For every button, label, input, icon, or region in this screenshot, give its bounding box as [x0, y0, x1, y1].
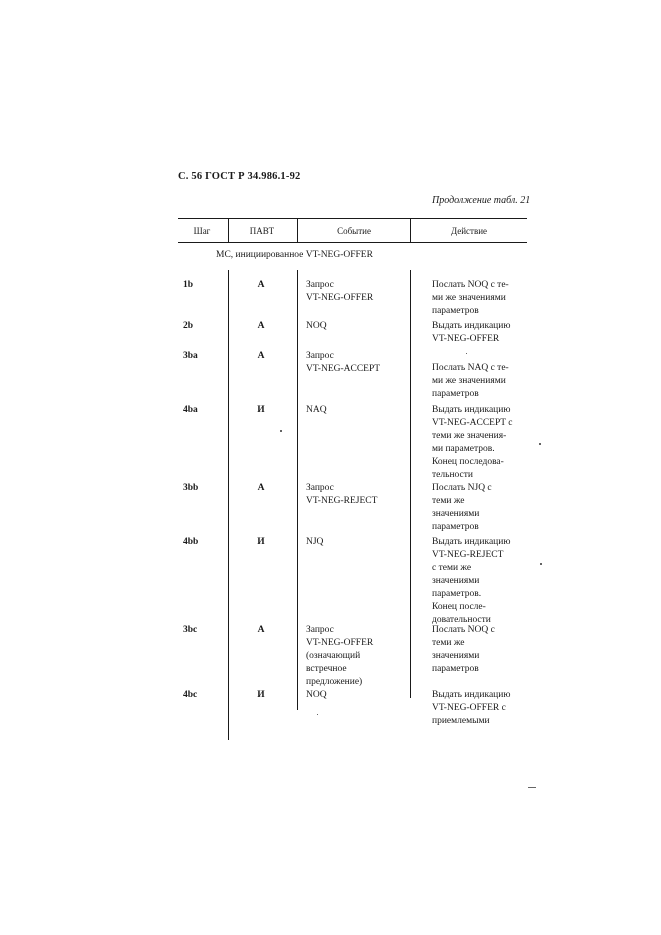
- row-action: Выдать индикацию VT-NEG-OFFER: [432, 321, 511, 344]
- row-step: 3bc: [183, 625, 198, 635]
- table-continuation-label: Продолжение табл. 21: [432, 195, 531, 206]
- row-pavt: А: [257, 321, 265, 331]
- scan-dash: [528, 787, 536, 788]
- row-step: 1b: [183, 280, 194, 290]
- scan-speck: [539, 443, 541, 445]
- scan-speck: [317, 714, 318, 715]
- table-header-bottom-border: [178, 242, 527, 243]
- row-pavt: А: [257, 351, 265, 361]
- row-action: Послать NOQ с те- ми же значениями параметров: [432, 280, 509, 316]
- column-divider-3: [297, 218, 298, 243]
- column-header-step: Шаг: [193, 226, 211, 236]
- column-header-event: Событие: [337, 226, 371, 236]
- column-divider-5: [410, 218, 411, 243]
- row-pavt: И: [257, 690, 265, 700]
- row-action: Выдать индикацию VT-NEG-ACCEPT с теми же значения- ми параметров. Конец последова- тельности: [432, 405, 513, 480]
- column-divider-2: [228, 270, 229, 740]
- row-action: Послать NOQ с теми же значениями параметров: [432, 625, 495, 674]
- row-pavt: А: [257, 483, 265, 493]
- row-event: NJQ: [306, 537, 324, 547]
- table-top-border: [178, 218, 527, 219]
- row-event: NAQ: [306, 405, 327, 415]
- row-action: Послать NAQ с те- ми же значениями параметров: [432, 363, 509, 399]
- row-step: 4bc: [183, 690, 198, 700]
- row-event: Запрос VT-NEG-ACCEPT: [306, 351, 381, 374]
- row-step: 4bb: [183, 537, 199, 547]
- column-header-pavt: ПАВТ: [249, 226, 275, 236]
- row-step: 2b: [183, 321, 194, 331]
- row-pavt: И: [257, 405, 265, 415]
- column-divider-4: [297, 270, 298, 710]
- page-header: С. 56 ГОСТ Р 34.986.1-92: [178, 171, 301, 182]
- row-action: Выдать индикацию VT-NEG-REJECT с теми же значениями параметров. Конец после- довательности: [432, 537, 511, 625]
- row-action: Послать NJQ с теми же значениями параметров: [432, 483, 492, 532]
- row-event: Запрос VT-NEG-REJECT: [306, 483, 378, 506]
- section-title: МС, инициированное VT-NEG-OFFER: [216, 250, 373, 260]
- scan-speck: [540, 563, 542, 565]
- column-divider-1: [228, 218, 229, 243]
- row-pavt: А: [257, 625, 265, 635]
- row-step: 3ba: [183, 351, 198, 361]
- row-pavt: А: [257, 280, 265, 290]
- row-event: Запрос VT-NEG-OFFER: [306, 280, 374, 303]
- column-header-action: Действие: [450, 226, 488, 236]
- column-divider-6: [410, 270, 411, 698]
- row-step: 4ba: [183, 405, 198, 415]
- row-event: Запрос VT-NEG-OFFER (означающий встречное предложение): [306, 625, 374, 687]
- row-action: Выдать индикацию VT-NEG-OFFER с приемлемыми: [432, 690, 511, 726]
- scan-speck: [466, 353, 467, 354]
- scan-speck: [280, 430, 282, 432]
- row-event: NOQ: [306, 690, 327, 700]
- row-event: NOQ: [306, 321, 327, 331]
- row-pavt: И: [257, 537, 265, 547]
- row-step: 3bb: [183, 483, 199, 493]
